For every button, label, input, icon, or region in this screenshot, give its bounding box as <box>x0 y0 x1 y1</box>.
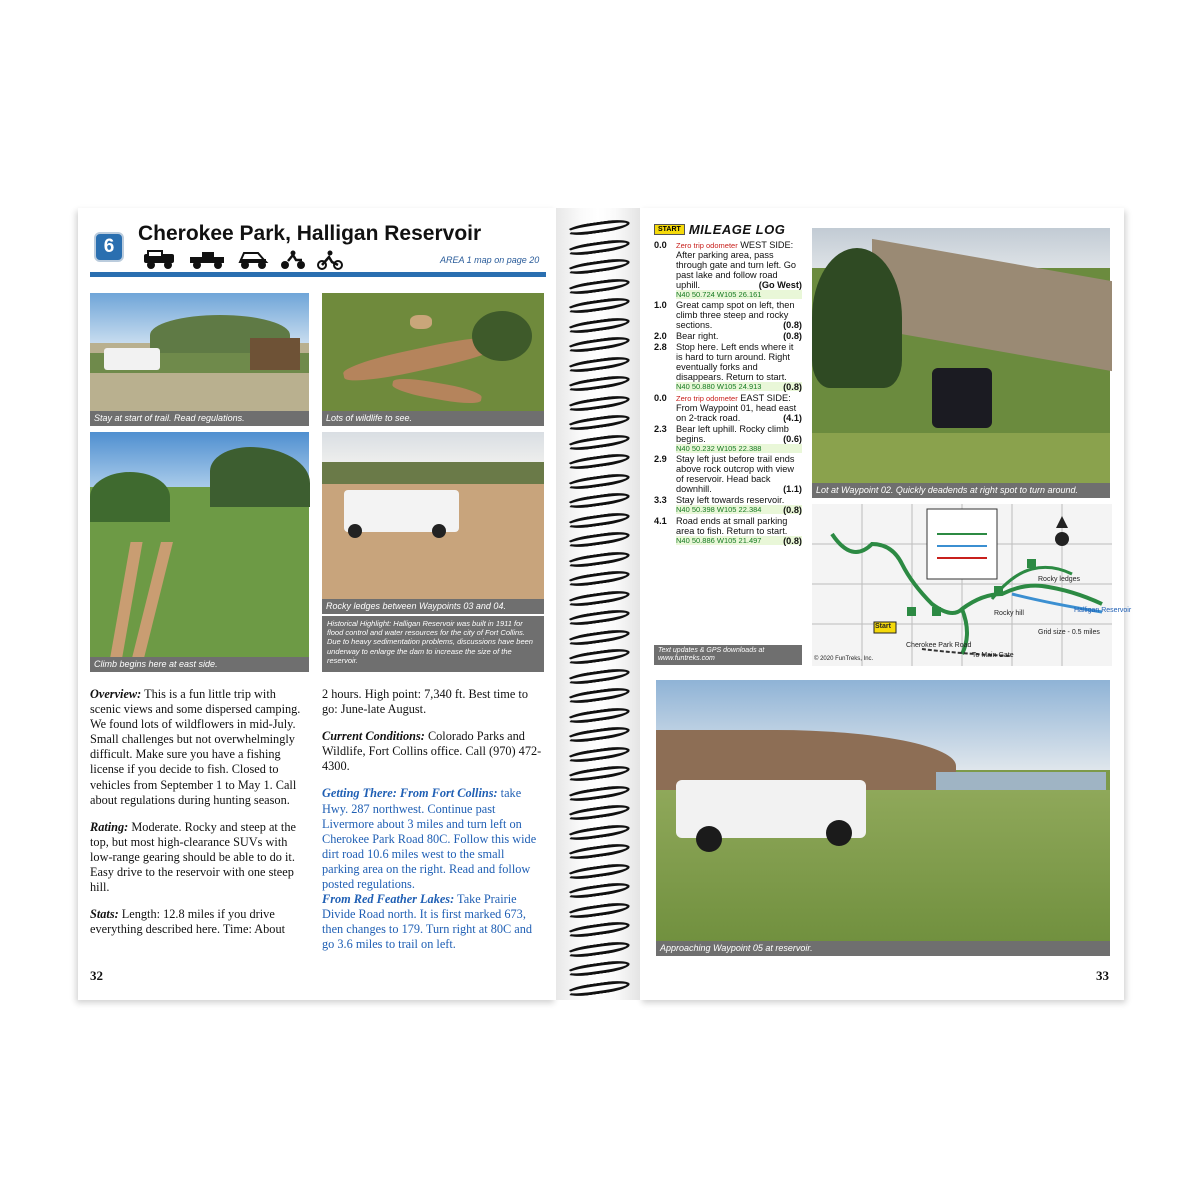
mileage-log-row <box>654 516 802 546</box>
log-segment: (0.8) <box>783 331 802 341</box>
conditions-text: Colorado Parks and Wildlife, Fort Collins office. Call (970) 472-4300. <box>322 729 542 774</box>
photo-caption: Lot at Waypoint 02. Quickly deadends at right spot to turn around. <box>812 483 1110 498</box>
gps-download-note: Text updates & GPS downloads at www.funtreks.com <box>654 645 802 665</box>
atv-icon <box>278 250 308 274</box>
dirt-bike-icon <box>316 250 344 274</box>
log-mile: 2.9 <box>654 454 667 464</box>
log-entry <box>676 454 802 494</box>
log-entry <box>676 240 802 299</box>
log-waypoint: N40 50.724 W105 26.161 <box>676 290 802 299</box>
log-text: Road ends at small parking area to fish. Return to start. <box>676 516 788 536</box>
log-waypoint: N40 50.880 W105 24.913 <box>676 382 802 391</box>
log-text: Bear right. <box>676 331 719 341</box>
log-waypoint: N40 50.886 W105 21.497 <box>676 536 802 545</box>
log-mile: 2.0 <box>654 331 667 341</box>
log-entry <box>676 300 802 330</box>
log-mile: 1.0 <box>654 300 667 310</box>
log-text: Great camp spot on left, then climb three steep and rocky sections. <box>676 300 795 330</box>
log-text: EAST SIDE: From Waypoint 01, head east on 2-track road. <box>676 393 797 423</box>
log-entry <box>676 424 802 453</box>
trail-number-badge: 6 <box>94 232 124 262</box>
overview-label: Overview: <box>90 687 142 701</box>
rating-label: Rating: <box>90 819 129 834</box>
log-text: Stop here. Left ends where it is hard to turn around. Right eventually forks and disappears. Return to start. <box>676 342 794 382</box>
overview-text: This is a fun little trip with scenic views and some dispersed camping. We found lots of wildflowers in mid-July. Small challenges but not overwhelmingly difficult. Make sure you have a fishing license if you decide to fish. Closed to vehicles from September 1 to May 1. Call about regulations during hunting season. <box>90 687 301 807</box>
page-number-left: 32 <box>90 968 103 983</box>
log-entry <box>676 342 802 392</box>
log-segment: (0.8) <box>783 382 802 392</box>
log-segment: (4.1) <box>783 413 802 423</box>
log-mile: 2.3 <box>654 424 667 434</box>
atv-side-by-side-icon <box>236 250 270 274</box>
jeep-icon <box>140 250 180 274</box>
page-number-right: 33 <box>1096 968 1109 983</box>
photo-truck-reservoir <box>656 680 1110 956</box>
log-segment: (0.8) <box>783 536 802 546</box>
mileage-log-rows <box>654 240 802 546</box>
page-title: Cherokee Park, Halligan Reservoir <box>138 222 482 245</box>
log-waypoint: N40 50.398 W105 22.384 <box>676 505 802 514</box>
getting-there-text: take Hwy. 287 northwest. Continue past Livermore about 3 miles and turn left on Cherokee Park Road 80C. Follow this wide dirt road 10.6 miles west to the small parking area on the right. Read and follow posted regulations. <box>322 786 537 892</box>
log-mile: 3.3 <box>654 495 667 505</box>
photo-jeep-overlook <box>812 228 1110 498</box>
left-column-text <box>90 687 308 949</box>
log-segment: (0.6) <box>783 434 802 444</box>
mileage-log-row <box>654 240 802 299</box>
stats-text: Length: 12.8 miles if you drive everything described here. Time: About <box>90 907 286 937</box>
photo-two-track-climb <box>90 432 309 672</box>
log-entry <box>676 331 802 341</box>
photo-caption: Lots of wildlife to see. <box>322 411 544 426</box>
photo-caption: Approaching Waypoint 05 at reservoir. <box>656 941 1110 956</box>
log-mile: 0.0 <box>654 240 667 250</box>
mileage-log-row <box>654 393 802 423</box>
mileage-log-row <box>654 454 802 494</box>
log-waypoint: N40 50.232 W105 22.388 <box>676 444 802 453</box>
log-text: Bear left uphill. Rocky climb begins. <box>676 424 789 444</box>
log-segment: (0.8) <box>783 320 802 330</box>
header-rule <box>90 272 546 277</box>
mileage-log <box>654 222 802 547</box>
start-tag: START <box>654 224 685 235</box>
mileage-log-row <box>654 342 802 392</box>
right-column-text <box>322 687 544 965</box>
photo-rocky-ledges <box>322 432 544 614</box>
getting-there-label: Getting There: From Fort Collins: <box>322 786 498 801</box>
map-label-rocky-ledges: Rocky ledges <box>1038 576 1081 583</box>
mileage-log-row <box>654 495 802 515</box>
red-feather-label: From Red Feather Lakes: <box>322 892 455 907</box>
log-text: Stay left just before trail ends above rock outcrop with view of reservoir. Head back downhill. <box>676 454 795 494</box>
log-odometer-note: Zero trip odometer <box>676 394 738 403</box>
photo-wildlife-trail <box>322 293 544 426</box>
log-segment: (Go West) <box>758 280 802 290</box>
map-label-rocky-hill: Rocky hill <box>994 610 1024 617</box>
log-entry <box>676 495 802 515</box>
mileage-log-row <box>654 300 802 330</box>
trail-map <box>812 504 1132 666</box>
stats-continued: 2 hours. High point: 7,340 ft. Best time to go: June-late August. <box>322 687 528 717</box>
photo-caption: Stay at start of trail. Read regulations. <box>90 411 309 426</box>
map-copyright: © 2020 FunTreks, Inc. <box>814 656 874 662</box>
conditions-label: Current Conditions: <box>322 729 425 744</box>
mileage-log-row <box>654 424 802 453</box>
historical-highlight-box <box>322 616 544 672</box>
photo-caption: Rocky ledges between Waypoints 03 and 04. <box>322 599 544 614</box>
log-odometer-note: Zero trip odometer <box>676 241 738 250</box>
mileage-log-row <box>654 331 802 341</box>
log-text: Stay left towards reservoir. <box>676 495 785 505</box>
stats-label: Stats: <box>90 907 119 922</box>
map-label-grid-size: Grid size - 0.5 miles <box>1038 629 1100 636</box>
mileage-log-title: MILEAGE LOG <box>688 222 786 237</box>
area-map-reference: AREA 1 map on page 20 <box>440 255 540 265</box>
photo-caption: Climb begins here at east side. <box>90 657 309 672</box>
vehicle-icons <box>140 252 344 274</box>
log-segment: (0.8) <box>783 505 802 515</box>
log-mile: 4.1 <box>654 516 667 526</box>
log-mile: 0.0 <box>654 393 667 403</box>
log-entry <box>676 516 802 546</box>
historical-highlight-text: Historical Highlight: Halligan Reservoir was built in 1911 for flood control and water resources for the city of Fort Collins. Due to heavy sedimentation problems, discussions have been underway to enlarge the dam to increase the size of the reservoir. <box>327 619 533 665</box>
map-label-main-gate: To Main Gate <box>972 652 1014 659</box>
truck-icon <box>188 250 228 274</box>
log-text: WEST SIDE: After parking area, pass through gate and turn left. Go past lake and follow road uphill. <box>676 240 797 290</box>
log-segment: (1.1) <box>783 484 802 494</box>
map-label-road: Cherokee Park Road <box>906 642 972 649</box>
rating-text: Moderate. Rocky and steep at the top, but most high-clearance SUVs with low-range gearing should be able to do it. Easy drive to the reservoir with one steep hill. <box>90 819 296 895</box>
map-label-reservoir: Halligan Reservoir <box>1074 607 1132 614</box>
map-label-start: Start <box>875 623 891 630</box>
log-mile: 2.8 <box>654 342 667 352</box>
log-entry <box>676 393 802 423</box>
photo-parking-area <box>90 293 309 426</box>
red-feather-text: Take Prairie Divide Road north. It is first marked 673, then changes to 179. Turn right at 80C and go 3.6 miles to trail on left. <box>322 892 533 952</box>
